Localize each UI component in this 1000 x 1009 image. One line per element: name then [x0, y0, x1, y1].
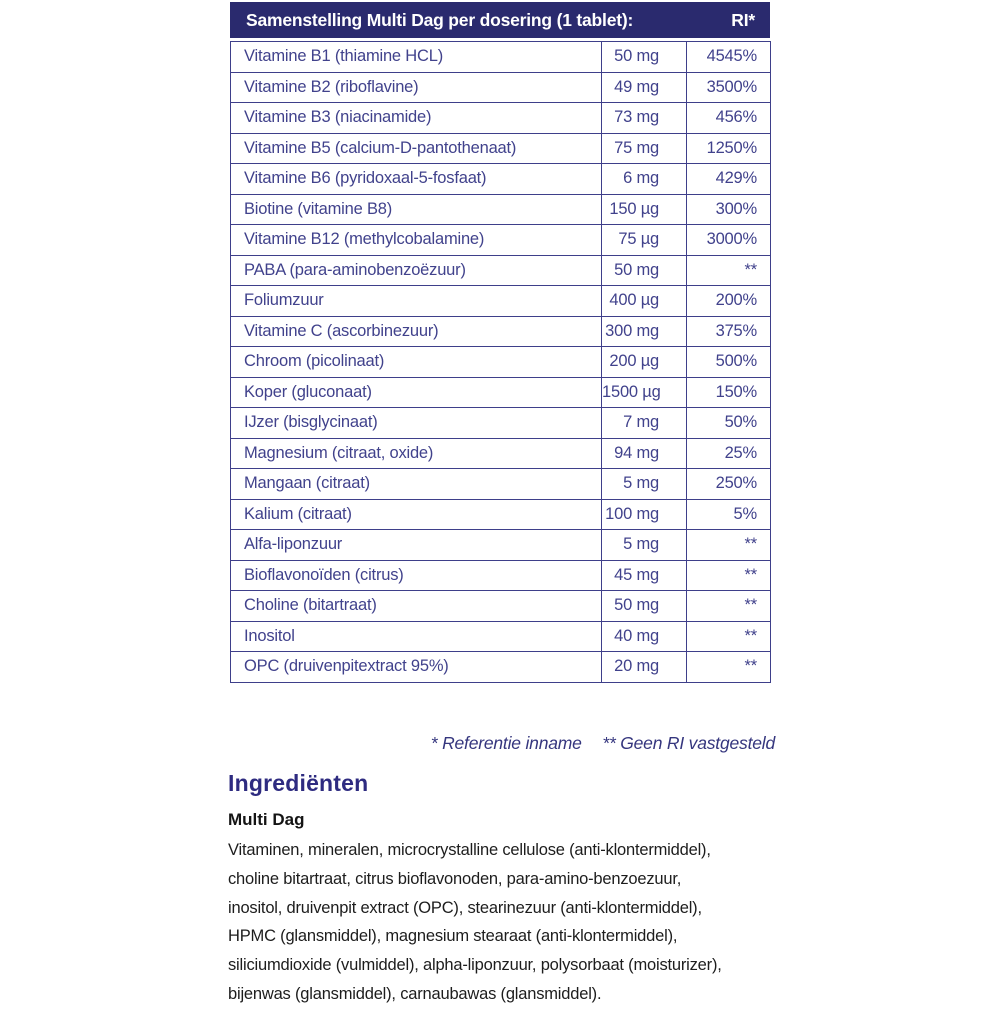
table-row: [231, 530, 771, 561]
row-ri: **: [687, 255, 771, 286]
row-amount: 40 mg: [602, 621, 687, 652]
row-amount: 20 mg: [602, 652, 687, 683]
table-row: [231, 42, 771, 73]
row-ri: 150%: [687, 377, 771, 408]
row-label: Vitamine B12 (methylcobalamine): [231, 225, 602, 256]
ri-column-header: RI*: [731, 9, 755, 30]
row-ri: 1250%: [687, 133, 771, 164]
row-amount: 94 mg: [602, 438, 687, 469]
row-ri: 5%: [687, 499, 771, 530]
row-label: Chroom (picolinaat): [231, 347, 602, 378]
table-row: [231, 560, 771, 591]
ingredients-subheading: Multi Dag: [228, 810, 305, 829]
row-amount: 7 mg: [602, 408, 687, 439]
row-label: Alfa-liponzuur: [231, 530, 602, 561]
row-label: Bioflavonoïden (citrus): [231, 560, 602, 591]
footnote: [230, 733, 775, 754]
row-amount: 50 mg: [602, 255, 687, 286]
row-ri: 300%: [687, 194, 771, 225]
table-row: [231, 103, 771, 134]
row-amount: 45 mg: [602, 560, 687, 591]
row-amount: 6 mg: [602, 164, 687, 195]
row-ri: 3500%: [687, 72, 771, 103]
row-amount: 5 mg: [602, 469, 687, 500]
row-ri: 4545%: [687, 42, 771, 73]
table-row: [231, 164, 771, 195]
row-label: Choline (bitartraat): [231, 591, 602, 622]
footnote-reference-intake: * Referentie inname: [430, 733, 582, 753]
row-amount: 75 mg: [602, 133, 687, 164]
table-row: [231, 255, 771, 286]
row-amount: 73 mg: [602, 103, 687, 134]
ingredient-line: siliciumdioxide (vulmiddel), alpha-liponzuur, polysorbaat (moisturizer),: [228, 956, 722, 975]
row-amount: 5 mg: [602, 530, 687, 561]
row-ri: **: [687, 621, 771, 652]
composition-table: [230, 2, 770, 683]
table-row: [231, 347, 771, 378]
row-ri: 250%: [687, 469, 771, 500]
ingredients-text: [228, 836, 848, 1009]
row-label: Vitamine C (ascorbinezuur): [231, 316, 602, 347]
row-amount: 50 mg: [602, 42, 687, 73]
row-label: Inositol: [231, 621, 602, 652]
row-ri: **: [687, 591, 771, 622]
ingredient-line: choline bitartraat, citrus bioflavonoden, para-amino-benzoezuur,: [228, 869, 682, 888]
row-label: Vitamine B2 (riboflavine): [231, 72, 602, 103]
row-amount: 200 µg: [602, 347, 687, 378]
row-label: Vitamine B3 (niacinamide): [231, 103, 602, 134]
row-label: Magnesium (citraat, oxide): [231, 438, 602, 469]
ingredients-heading: Ingrediënten: [228, 770, 369, 796]
row-ri: 375%: [687, 316, 771, 347]
ingredient-line: HPMC (glansmiddel), magnesium stearaat (anti-klontermiddel),: [228, 927, 678, 946]
row-label: Mangaan (citraat): [231, 469, 602, 500]
ingredient-line: inositol, druivenpit extract (OPC), stearinezuur (anti-klontermiddel),: [228, 898, 702, 917]
table-row: [231, 133, 771, 164]
table-row: [231, 408, 771, 439]
table-row: [231, 377, 771, 408]
table-row: [231, 438, 771, 469]
table-row: [231, 225, 771, 256]
table-row: [231, 194, 771, 225]
composition-table-header: [230, 2, 770, 38]
row-label: Vitamine B5 (calcium-D-pantothenaat): [231, 133, 602, 164]
row-label: Foliumzuur: [231, 286, 602, 317]
table-row: [231, 621, 771, 652]
table-row: [231, 286, 771, 317]
row-label: OPC (druivenpitextract 95%): [231, 652, 602, 683]
footnote-no-ri: ** Geen RI vastgesteld: [602, 733, 775, 753]
row-amount: 75 µg: [602, 225, 687, 256]
ingredient-line: Vitaminen, mineralen, microcrystalline cellulose (anti-klontermiddel),: [228, 841, 711, 859]
row-ri: 3000%: [687, 225, 771, 256]
row-label: Koper (gluconaat): [231, 377, 602, 408]
row-amount: 300 mg: [602, 316, 687, 347]
table-row: [231, 499, 771, 530]
row-ri: 50%: [687, 408, 771, 439]
table-row: [231, 316, 771, 347]
ingredients-section: [228, 770, 848, 1009]
row-ri: 200%: [687, 286, 771, 317]
table-row: [231, 652, 771, 683]
row-ri: 500%: [687, 347, 771, 378]
row-ri: **: [687, 652, 771, 683]
row-amount: 50 mg: [602, 591, 687, 622]
row-label: Vitamine B6 (pyridoxaal-5-fosfaat): [231, 164, 602, 195]
row-amount: 1500 µg: [602, 377, 687, 408]
row-label: IJzer (bisglycinaat): [231, 408, 602, 439]
row-amount: 100 mg: [602, 499, 687, 530]
table-row: [231, 72, 771, 103]
table-row: [231, 469, 771, 500]
table-row: [231, 591, 771, 622]
row-ri: 25%: [687, 438, 771, 469]
row-label: Biotine (vitamine B8): [231, 194, 602, 225]
composition-table-body: [230, 41, 770, 683]
row-amount: 150 µg: [602, 194, 687, 225]
ingredient-line: bijenwas (glansmiddel), carnaubawas (glansmiddel).: [228, 984, 602, 1003]
row-ri: **: [687, 530, 771, 561]
row-amount: 49 mg: [602, 72, 687, 103]
row-ri: 429%: [687, 164, 771, 195]
composition-table-title: Samenstelling Multi Dag per dosering (1 tablet):: [246, 9, 634, 30]
row-ri: **: [687, 560, 771, 591]
row-label: Kalium (citraat): [231, 499, 602, 530]
row-amount: 400 µg: [602, 286, 687, 317]
row-label: Vitamine B1 (thiamine HCL): [231, 42, 602, 73]
row-label: PABA (para-aminobenzoëzuur): [231, 255, 602, 286]
row-ri: 456%: [687, 103, 771, 134]
